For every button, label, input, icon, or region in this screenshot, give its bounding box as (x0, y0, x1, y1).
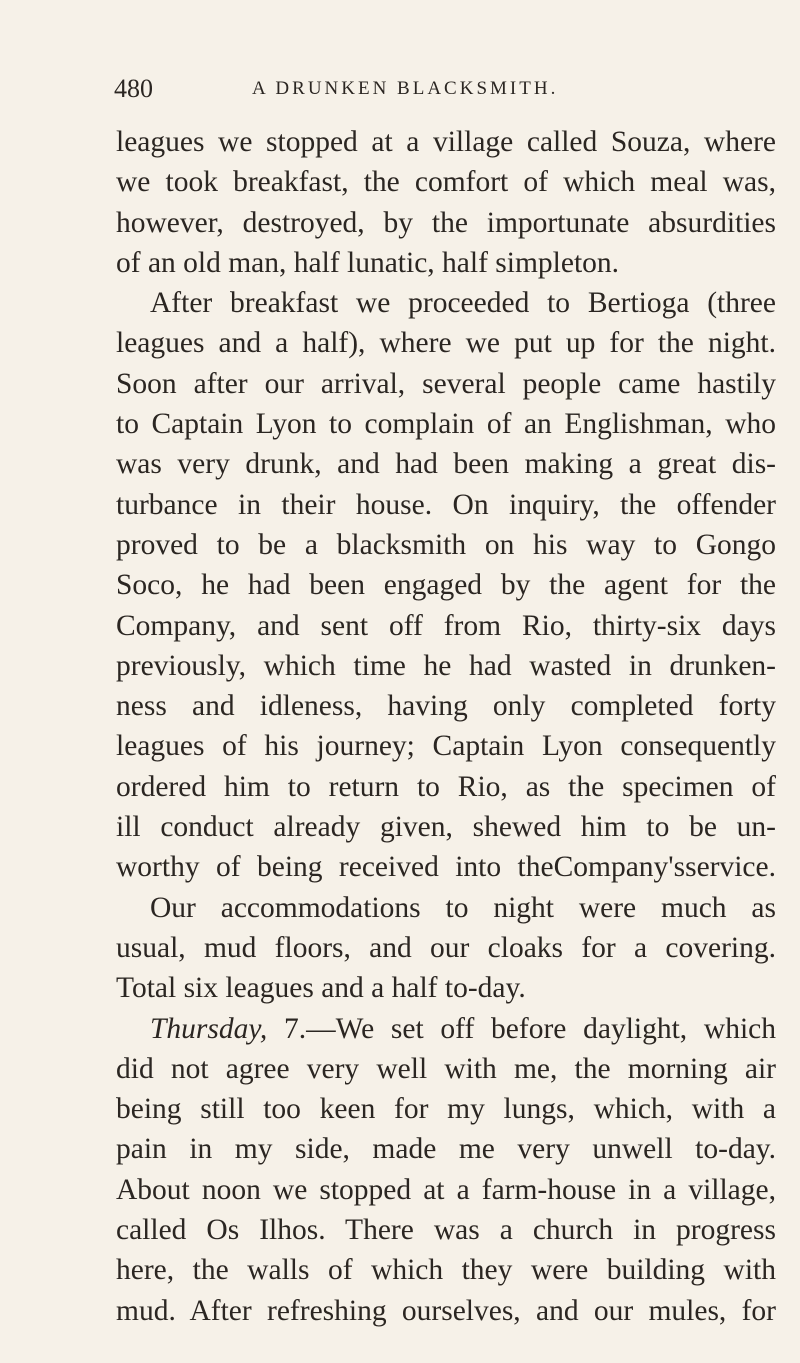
text-line: leagues we stopped at a village called Souza, where (116, 126, 776, 158)
text-line: leagues and a half), where we put up for the night. (116, 327, 776, 360)
date-heading: Thursday, (150, 1012, 268, 1045)
text-line-rest: 7.—We set off before daylight, which (267, 1012, 776, 1045)
text-line: ness and idleness, having only completed forty (116, 690, 776, 723)
text-line: previously, which time he had wasted in drunken- (116, 649, 776, 682)
text-line: Soco, he had been engaged by the agent for the (116, 569, 776, 602)
running-head-title: A DRUNKEN BLACKSMITH. (252, 78, 559, 99)
text-line: Total six leagues and a half to-day. (116, 972, 526, 1005)
text-line: ordered him to return to Rio, as the specimen of (116, 770, 776, 803)
running-head (0, 68, 800, 108)
text-line: we took breakfast, the comfort of which meal was, (116, 166, 776, 199)
text-line: pain in my side, made me very unwell to-day. (116, 1133, 776, 1166)
text-line: Soon after our arrival, several people came hastily (116, 367, 776, 400)
text-line: did not agree very well with me, the morning air (116, 1052, 776, 1085)
text-line: turbance in their house. On inquiry, the offender (116, 488, 776, 521)
text-line: of an old man, half lunatic, half simpleton. (116, 246, 620, 279)
text-line: Our accommodations to night were much as (150, 891, 776, 924)
body-text (116, 122, 776, 1331)
text-line: being still too keen for my lungs, which, with a (116, 1093, 776, 1126)
page-number: 480 (114, 74, 153, 103)
text-line (116, 1009, 776, 1049)
text-line: however, destroyed, by the importunate absurdities (116, 206, 776, 239)
text-line: called Os Ilhos. There was a church in progress (116, 1214, 776, 1247)
text-line: ill conduct already given, shewed him to be un- (116, 811, 776, 844)
text-line: Company, and sent off from Rio, thirty-six days (116, 609, 776, 642)
text-line: was very drunk, and had been making a great dis- (116, 448, 776, 481)
text-line: here, the walls of which they were building with (116, 1254, 776, 1287)
text-line: mud. After refreshing ourselves, and our mules, for (116, 1294, 776, 1327)
text-line: usual, mud floors, and our cloaks for a covering. (116, 931, 776, 964)
text-line: worthy of being received into theCompany'sservice. (116, 851, 776, 884)
text-line: After breakfast we proceeded to Bertioga (three (150, 287, 776, 320)
text-line: About noon we stopped at a farm-house in a village, (116, 1173, 776, 1206)
text-line: leagues of his journey; Captain Lyon consequently (116, 730, 776, 763)
text-line: to Captain Lyon to complain of an Englishman, who (116, 408, 776, 441)
text-line: proved to be a blacksmith on his way to Gongo (116, 528, 776, 561)
